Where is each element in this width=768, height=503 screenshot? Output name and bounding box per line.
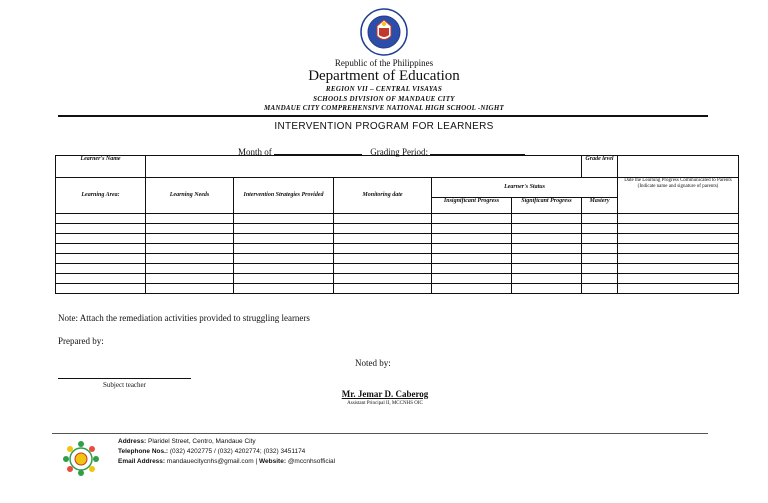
learning-area-header: Learning Area: [56,178,146,214]
teacher-signature-line[interactable] [58,378,191,379]
principal-title: Assistant Principal II, MCCNHS OIC [347,401,423,406]
telephone-value: (032) 4202775 / (032) 4202774; (032) 3451174 [169,448,306,455]
month-blank[interactable] [274,145,362,155]
mastery-header: Mastery [582,198,618,214]
table-row[interactable] [56,234,739,244]
website-label: Website: [259,458,286,465]
remediation-note: Note: Attach the remediation activities provided to struggling learners [58,313,310,323]
table-row[interactable] [56,214,739,224]
insignificant-header: Insignificant Progress [432,198,512,214]
strategies-header: Intervention Strategies Provided [234,178,334,214]
department-title: Department of Education [308,68,460,84]
noted-by-label: Noted by: [355,358,391,368]
address-label: Address: [118,438,147,445]
table-row[interactable] [56,284,739,294]
address-value: Plaridel Street, Centro, Mandaue City [148,438,256,445]
school-line: MANDAUE CITY COMPREHENSIVE NATIONAL HIGH SCHOOL -NIGHT [264,104,504,112]
footer-divider [52,433,708,434]
learning-needs-header: Learning Needs [146,178,234,214]
intervention-table [55,155,739,294]
division-line: SCHOOLS DIVISION OF MANDAUE CITY [313,95,455,103]
month-label: Month of [238,147,272,157]
prepared-by-label: Prepared by: [58,336,104,346]
subject-teacher-label: Subject teacher [103,381,146,389]
region-line: REGION VII – CENTRAL VISAYAS [325,85,443,93]
deped-seal-icon [360,8,408,56]
table-row[interactable] [56,264,739,274]
table-row[interactable] [56,254,739,264]
communicated-header: Date the Learning Progress Communicated to Parents (Indicate name and signature of parents) [618,178,739,214]
learner-status-header: Learner's Status [432,178,618,198]
principal-name: Mr. Jemar D. Caberog [341,389,429,399]
table-row[interactable] [56,274,739,284]
email-value[interactable]: mandauecitycnhs@gmail.com [166,458,254,465]
grade-level-field[interactable] [618,156,739,178]
footer-email: Email Address: mandauecitycnhs@gmail.com | Website: @mccnhsofficial [118,458,336,465]
monitoring-header: Monitoring date [334,178,432,214]
telephone-label: Telephone Nos.: [118,448,169,455]
learner-name-label: Learner's Name [56,156,146,178]
footer-telephone [118,448,305,455]
school-logo-icon [62,440,100,478]
republic-line: Republic of the Philippines [334,58,434,68]
significant-header: Significant Progress [512,198,582,214]
footer-address [118,438,256,445]
website-value[interactable]: @mccnhsofficial [287,458,336,465]
grading-period-label: Grading Period: [370,147,428,157]
grading-period-blank[interactable] [430,145,525,155]
form-title: INTERVENTION PROGRAM FOR LEARNERS [274,121,494,132]
header-divider [58,115,708,117]
table-row[interactable] [56,244,739,254]
learner-name-field[interactable] [146,156,582,178]
grade-level-label: Grade level [582,156,618,178]
email-label: Email Address: [118,458,166,465]
table-row[interactable] [56,224,739,234]
